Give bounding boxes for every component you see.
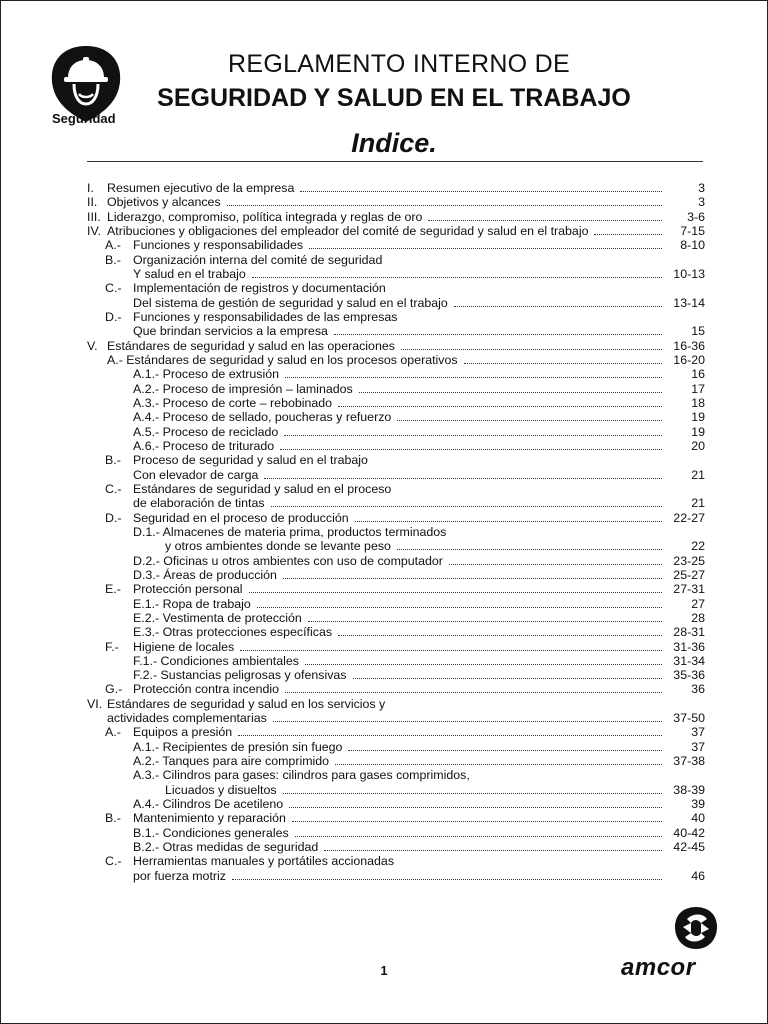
toc-entry (87, 568, 705, 582)
toc-dot-leader (283, 578, 662, 579)
toc-entry-title: Equipos a presión (133, 725, 233, 740)
toc-dot-leader (232, 879, 662, 880)
toc-entry-title: A.2.- Tanques para aire comprimido (133, 754, 330, 769)
toc-entry-title: D.3.- Áreas de producción (133, 567, 277, 582)
toc-entry (87, 210, 705, 224)
toc-entry-number: C.- (105, 281, 122, 296)
toc-entry-title: por fuerza motriz (133, 868, 226, 883)
toc-dot-leader (227, 205, 662, 206)
toc-entry-title: y otros ambientes donde se levante peso (165, 539, 391, 554)
toc-entry-page: 42-45 (673, 840, 705, 855)
toc-entry-page: 37 (691, 725, 705, 740)
toc-entry-number: VI. (87, 696, 103, 711)
toc-entry (87, 367, 705, 381)
toc-entry-title: F.1.- Condiciones ambientales (133, 653, 299, 668)
toc-entry-title: A.1.- Proceso de extrusión (133, 367, 280, 382)
toc-dot-leader (292, 821, 662, 822)
toc-entry (87, 453, 705, 467)
toc-entry (87, 711, 705, 725)
toc-entry (87, 697, 705, 711)
toc-dot-leader (334, 334, 662, 335)
toc-entry-title: A.3.- Proceso de corte – rebobinado (133, 395, 333, 410)
toc-entry-number: A.- (105, 725, 121, 740)
toc-dot-leader (249, 592, 662, 593)
logo-label: Seguridad (52, 111, 116, 126)
toc-entry-number: C.- (105, 481, 122, 496)
toc-dot-leader (397, 549, 662, 550)
toc-entry-title: Higiene de locales (133, 639, 235, 654)
toc-dot-leader (264, 478, 662, 479)
toc-entry-page: 16-20 (673, 352, 705, 367)
toc-entry-title: B.1.- Condiciones generales (133, 825, 289, 840)
header-divider (87, 161, 703, 162)
amcor-logo-icon (673, 905, 719, 951)
toc-entry (87, 382, 705, 396)
toc-entry-title: Protección personal (133, 582, 243, 597)
toc-entry-title: Con elevador de carga (133, 467, 259, 482)
toc-entry (87, 668, 705, 682)
toc-entry (87, 783, 705, 797)
toc-dot-leader (359, 392, 662, 393)
toc-entry-title: A.1.- Recipientes de presión sin fuego (133, 739, 343, 754)
toc-entry-number: E.- (105, 582, 121, 597)
toc-entry (87, 840, 705, 854)
toc-dot-leader (280, 449, 662, 450)
toc-entry (87, 797, 705, 811)
toc-entry-page: 22-27 (673, 510, 705, 525)
toc-entry (87, 353, 705, 367)
toc-entry-title: de elaboración de tintas (133, 496, 265, 511)
toc-entry-page: 3 (698, 195, 705, 210)
toc-entry-number: B.- (105, 811, 121, 826)
toc-dot-leader (285, 692, 662, 693)
toc-entry (87, 425, 705, 439)
toc-entry (87, 496, 705, 510)
toc-entry-number: D.- (105, 309, 122, 324)
toc-entry-page: 40-42 (673, 825, 705, 840)
toc-entry-page: 21 (691, 496, 705, 511)
toc-dot-leader (324, 850, 662, 851)
toc-entry-page: 8-10 (680, 238, 705, 253)
toc-entry-title: Estándares de seguridad y salud en los servicios y (107, 696, 386, 711)
toc-entry (87, 410, 705, 424)
toc-entry-number: A.- (105, 238, 121, 253)
toc-entry (87, 482, 705, 496)
toc-entry-title: B.2.- Otras medidas de seguridad (133, 840, 319, 855)
toc-entry-title: Del sistema de gestión de seguridad y salud en el trabajo (133, 295, 448, 310)
toc-entry-page: 46 (691, 868, 705, 883)
toc-dot-leader (355, 521, 662, 522)
toc-dot-leader (252, 277, 662, 278)
toc-dot-leader (454, 306, 662, 307)
toc-entry-title: A.4.- Proceso de sellado, poucheras y refuerzo (133, 410, 392, 425)
toc-dot-leader (397, 420, 662, 421)
toc-dot-leader (309, 248, 662, 249)
toc-entry-page: 31-36 (673, 639, 705, 654)
toc-entry-page: 15 (691, 324, 705, 339)
toc-entry-page: 16 (691, 367, 705, 382)
toc-entry (87, 339, 705, 353)
toc-entry-page: 16-36 (673, 338, 705, 353)
toc-entry (87, 310, 705, 324)
toc-entry-title: Resumen ejecutivo de la empresa (107, 181, 295, 195)
toc-entry (87, 539, 705, 553)
toc-entry-title: Liderazgo, compromiso, política integrada y reglas de oro (107, 209, 423, 224)
toc-entry (87, 396, 705, 410)
toc-dot-leader (240, 650, 662, 651)
toc-entry (87, 281, 705, 295)
toc-dot-leader (338, 406, 662, 407)
toc-entry-title: Funciones y responsabilidades (133, 238, 304, 253)
toc-entry-number: F.- (105, 639, 119, 654)
toc-entry-page: 10-13 (673, 266, 705, 281)
toc-entry-title: Y salud en el trabajo (133, 266, 246, 281)
toc-entry-page: 27-31 (673, 582, 705, 597)
toc-entry-title: Objetivos y alcances (107, 195, 221, 210)
amcor-brand-text: amcor (621, 954, 696, 981)
toc-entry-page: 28-31 (673, 625, 705, 640)
toc-dot-leader (428, 220, 662, 221)
toc-entry (87, 439, 705, 453)
toc-entry (87, 654, 705, 668)
toc-dot-leader (273, 721, 662, 722)
toc-entry (87, 468, 705, 482)
toc-dot-leader (348, 750, 662, 751)
toc-entry-number: D.- (105, 510, 122, 525)
toc-entry-page: 3 (698, 181, 705, 195)
toc-entry-page: 37-50 (673, 711, 705, 726)
toc-dot-leader (295, 836, 662, 837)
toc-entry-page: 39 (691, 797, 705, 812)
toc-dot-leader (338, 635, 662, 636)
toc-entry-title: Estándares de seguridad y salud en las operaciones (107, 338, 395, 353)
toc-entry-page: 3-6 (687, 209, 705, 224)
toc-entry-page: 28 (691, 610, 705, 625)
index-heading: Indice. (351, 128, 437, 158)
toc-entry (87, 811, 705, 825)
toc-dot-leader (464, 363, 662, 364)
toc-entry (87, 296, 705, 310)
page-number: 1 (380, 963, 388, 978)
toc-entry-number: III. (87, 209, 101, 224)
toc-dot-leader (305, 664, 662, 665)
toc-entry (87, 597, 705, 611)
toc-entry-title: Implementación de registros y documentación (133, 281, 386, 296)
toc-entry-title: Estándares de seguridad y salud en el proceso (133, 481, 392, 496)
toc-entry-title: D.2.- Oficinas u otros ambientes con uso de computador (133, 553, 443, 568)
toc-dot-leader (308, 621, 662, 622)
toc-dot-leader (335, 764, 662, 765)
toc-entry (87, 640, 705, 654)
toc-entry (87, 253, 705, 267)
toc-entry-title: Proceso de seguridad y salud en el trabajo (133, 453, 368, 468)
toc-entry (87, 181, 705, 195)
toc-entry (87, 511, 705, 525)
toc-entry-number: G.- (105, 682, 123, 697)
toc-entry-number: II. (87, 195, 98, 210)
toc-dot-leader (238, 735, 662, 736)
document-title-line1: REGLAMENTO INTERNO DE (228, 50, 570, 78)
toc-entry-page: 31-34 (673, 653, 705, 668)
toc-entry (87, 768, 705, 782)
toc-entry-title: Herramientas manuales y portátiles accionadas (133, 854, 395, 869)
document-title-line2: SEGURIDAD Y SALUD EN EL TRABAJO (157, 84, 631, 112)
toc-entry-page: 7-15 (680, 223, 705, 238)
toc-entry-title: A.- Estándares de seguridad y salud en los procesos operativos (107, 352, 458, 367)
toc-entry-page: 22 (691, 539, 705, 554)
toc-entry (87, 554, 705, 568)
toc-dot-leader (300, 191, 662, 192)
toc-dot-leader (289, 807, 662, 808)
toc-entry-number: I. (87, 181, 94, 195)
toc-entry-title: A.4.- Cilindros De acetileno (133, 797, 284, 812)
toc-entry-title: Atribuciones y obligaciones del empleador del comité de seguridad y salud en el trabajo (107, 223, 589, 238)
toc-entry-number: B.- (105, 252, 121, 267)
toc-dot-leader (594, 234, 662, 235)
toc-entry-title: E.1.- Ropa de trabajo (133, 596, 251, 611)
toc-entry-number: IV. (87, 223, 102, 238)
toc-entry-page: 36 (691, 682, 705, 697)
toc-entry-page: 13-14 (673, 295, 705, 310)
toc-entry-page: 38-39 (673, 782, 705, 797)
toc-entry-page: 27 (691, 596, 705, 611)
toc-dot-leader (257, 607, 662, 608)
toc-dot-leader (283, 793, 662, 794)
toc-entry (87, 740, 705, 754)
toc-entry-title: E.3.- Otras protecciones específicas (133, 625, 333, 640)
toc-entry-title: Licuados y disueltos (165, 782, 277, 797)
toc-entry-page: 37 (691, 739, 705, 754)
toc-entry (87, 854, 705, 868)
toc-entry-title: Protección contra incendio (133, 682, 280, 697)
toc-entry (87, 195, 705, 209)
toc-dot-leader (271, 506, 662, 507)
toc-entry-title: Que brindan servicios a la empresa (133, 324, 328, 339)
toc-entry (87, 826, 705, 840)
toc-entry-page: 17 (691, 381, 705, 396)
toc-entry-page: 19 (691, 410, 705, 425)
toc-entry-title: A.6.- Proceso de triturado (133, 438, 275, 453)
toc-entry-title: D.1.- Almacenes de materia prima, productos terminados (133, 524, 447, 539)
toc-entry-number: V. (87, 338, 98, 353)
toc-entry (87, 267, 705, 281)
toc-entry-title: Seguridad en el proceso de producción (133, 510, 349, 525)
toc-entry (87, 869, 705, 883)
toc-entry (87, 754, 705, 768)
toc-entry (87, 725, 705, 739)
toc-entry-page: 19 (691, 424, 705, 439)
toc-entry-page: 20 (691, 438, 705, 453)
toc-entry-page: 23-25 (673, 553, 705, 568)
toc-dot-leader (401, 349, 662, 350)
toc-entry (87, 611, 705, 625)
toc-entry-title: Organización interna del comité de seguridad (133, 252, 383, 267)
toc-dot-leader (285, 377, 662, 378)
toc-entry (87, 625, 705, 639)
toc-entry-page: 37-38 (673, 754, 705, 769)
toc-entry (87, 682, 705, 696)
toc-entry-page: 18 (691, 395, 705, 410)
toc-entry-title: Mantenimiento y reparación (133, 811, 286, 826)
toc-entry (87, 582, 705, 596)
toc-entry-title: actividades complementarias (107, 711, 267, 726)
toc-entry-title: A.5.- Proceso de reciclado (133, 424, 279, 439)
toc-entry-page: 35-36 (673, 668, 705, 683)
toc-entry (87, 525, 705, 539)
table-of-contents (87, 181, 705, 883)
toc-dot-leader (353, 678, 663, 679)
toc-entry (87, 224, 705, 238)
toc-entry-number: C.- (105, 854, 122, 869)
toc-entry (87, 324, 705, 338)
toc-entry-page: 40 (691, 811, 705, 826)
toc-entry-page: 21 (691, 467, 705, 482)
toc-entry-title: A.3.- Cilindros para gases: cilindros para gases comprimidos, (133, 768, 470, 783)
toc-entry-title: A.2.- Proceso de impresión – laminados (133, 381, 353, 396)
toc-entry-page: 25-27 (673, 567, 705, 582)
toc-entry-title: F.2.- Sustancias peligrosas y ofensivas (133, 668, 347, 683)
toc-entry-title: E.2.- Vestimenta de protección (133, 610, 302, 625)
toc-entry-title: Funciones y responsabilidades de las empresas (133, 309, 398, 324)
toc-entry (87, 238, 705, 252)
toc-dot-leader (284, 435, 662, 436)
toc-entry-number: B.- (105, 453, 121, 468)
toc-dot-leader (449, 564, 662, 565)
